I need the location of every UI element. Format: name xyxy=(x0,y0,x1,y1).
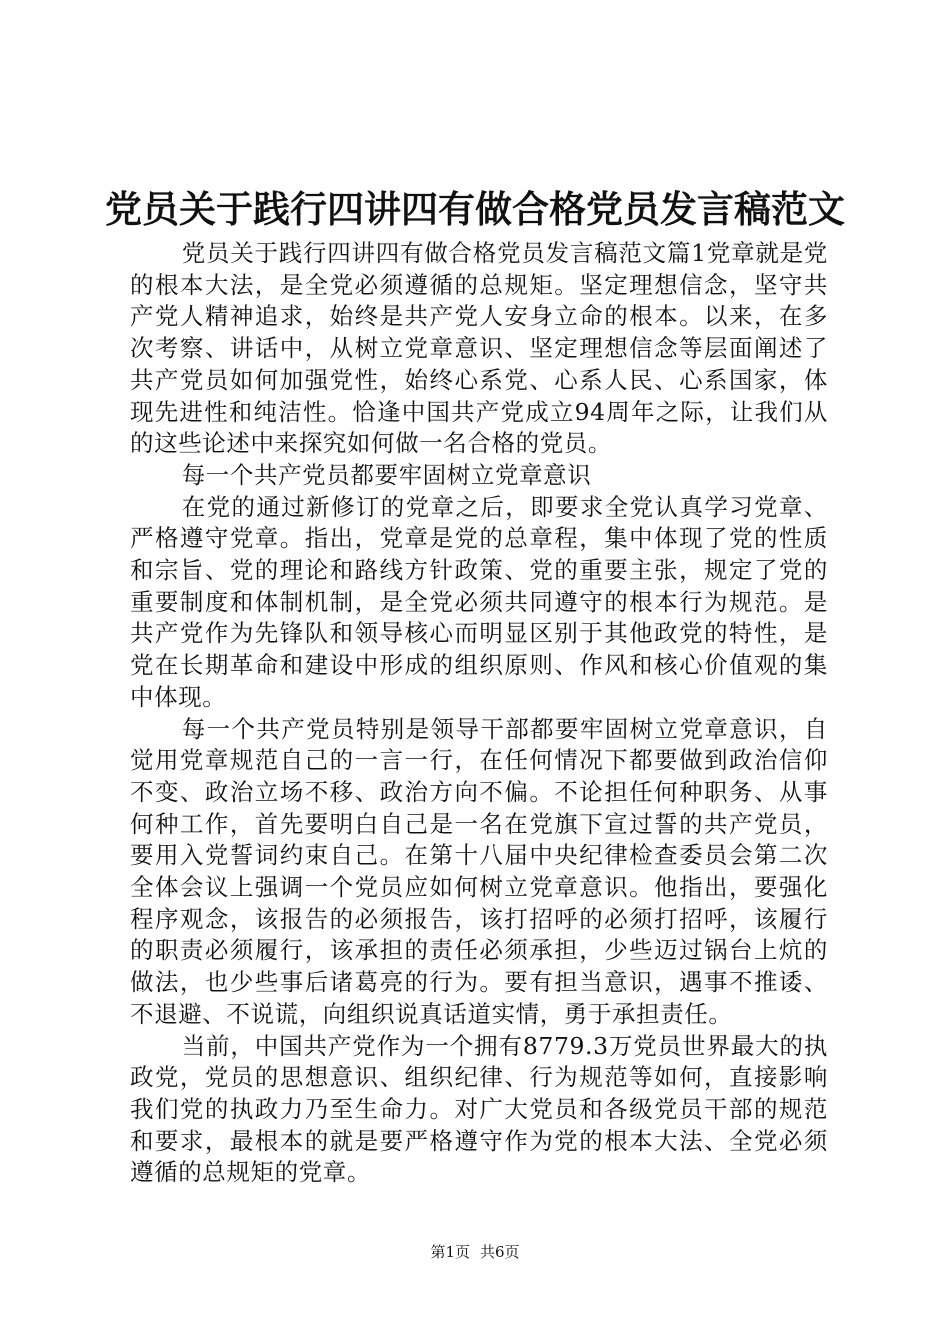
page-number: 第1页 xyxy=(430,1243,470,1261)
document-body xyxy=(130,238,828,1189)
paragraph-2: 在党的通过新修订的党章之后，即要求全党认真学习党章、严格遵守党章。指出，党章是党的总章程，集中体现了党的性质和宗旨、党的理论和路线方针政策、党的重要主张，规定了党的重要制度和体制机制，是全党必须共同遵守的根本行为规范。是共产党作为先锋队和领导核心而明显区别于其他政党的特性，是党在长期革命和建设中形成的组织原则、作风和核心价值观的集中体现。 xyxy=(130,492,828,711)
document-title: 党员关于践行四讲四有做合格党员发言稿范文 xyxy=(105,187,845,231)
paragraph-1: 党员关于践行四讲四有做合格党员发言稿范文篇1党章就是党的根本大法，是全党必须遵循的总规矩。坚定理想信念，坚守共产党人精神追求，始终是共产党人安身立命的根本。以来，在多次考察、讲话中，从树立党章意识、坚定理想信念等层面阐述了共产党员如何加强党性，始终心系党、心系人民、心系国家，体现先进性和纯洁性。恰逢中国共产党成立94周年之际，让我们从的这些论述中来探究如何做一名合格的党员。 xyxy=(130,239,828,458)
page-total: 共6页 xyxy=(480,1243,520,1261)
page-footer xyxy=(0,1240,950,1264)
section-heading: 每一个共产党员都要牢固树立党章意识 xyxy=(181,460,592,489)
paragraph-4: 当前，中国共产党作为一个拥有8779.3万党员世界最大的执政党，党员的思想意识、组织纪律、行为规范等如何，直接影响我们党的执政力乃至生命力。对广大党员和各级党员干部的规范和要求，最根本的就是要严格遵守作为党的根本大法、全党必须遵循的总规矩的党章。 xyxy=(130,1031,828,1187)
paragraph-3: 每一个共产党员特别是领导干部都要牢固树立党章意识，自觉用党章规范自己的一言一行，在任何情况下都要做到政治信仰不变、政治立场不移、政治方向不偏。不论担任何种职务、从事何种工作，首先要明白自己是一名在党旗下宣过誓的共产党员，要用入党誓词约束自己。在第十八届中央纪律检查委员会第二次全体会议上强调一个党员应如何树立党章意识。他指出，要强化程序观念，该报告的必须报告，该打招呼的必须打招呼，该履行的职责必须履行，该承担的责任必须承担，少些迈过锅台上炕的做法，也少些事后诸葛亮的行为。要有担当意识，遇事不推诿、不退避、不说谎，向组织说真话道实情，勇于承担责任。 xyxy=(130,714,828,1028)
